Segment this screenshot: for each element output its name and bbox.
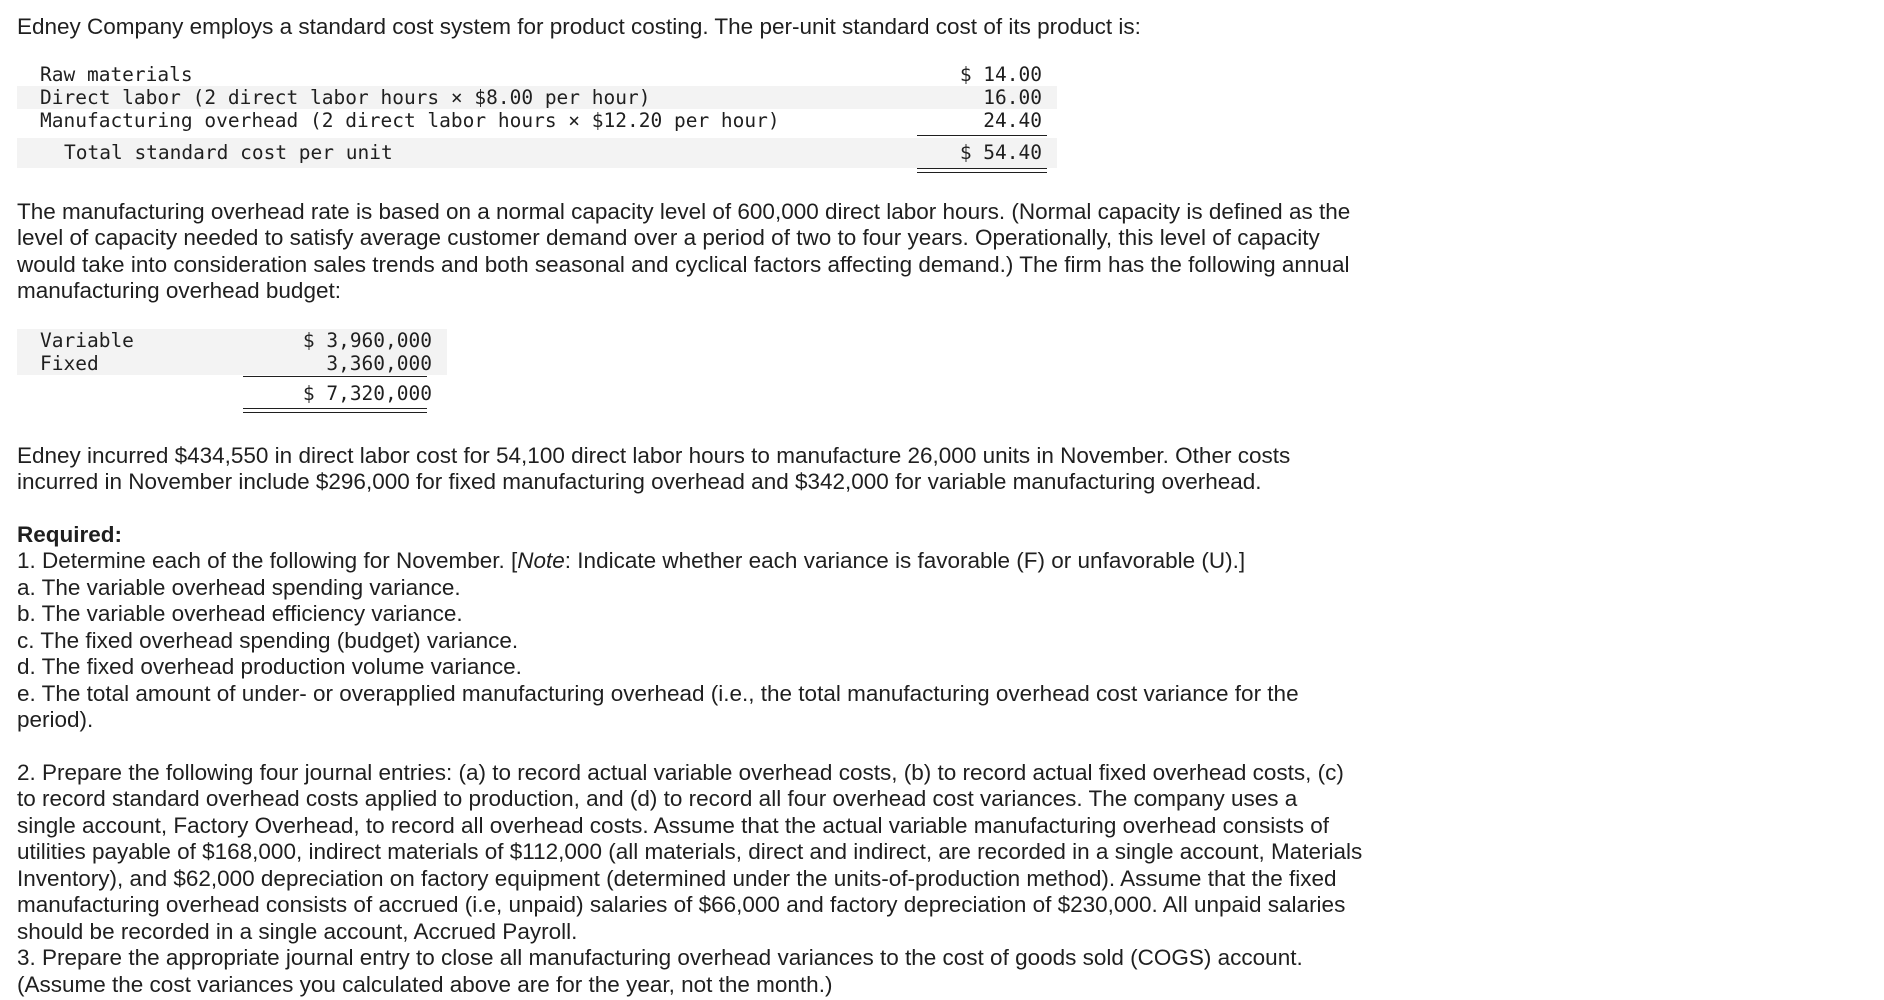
q1-item-e-line: e. The total amount of under- or overapplied manufacturing overhead (i.e., the total manufacturing overhead cost variance for the [17, 680, 1299, 706]
budget-subtotal-rule [243, 376, 427, 377]
subtotal-rule [917, 135, 1047, 136]
q1-prefix: 1. Determine each of the following for November. [ [17, 548, 518, 573]
cost-row-manufacturing-overhead [17, 109, 1057, 132]
budget-label: Variable [40, 328, 134, 352]
budget-row-total [17, 380, 447, 408]
q1-item-a: a. The variable overhead spending variance. [17, 574, 461, 600]
required-heading: Required: [17, 521, 123, 547]
overhead-budget-table [17, 329, 447, 413]
q3-line: 3. Prepare the appropriate journal entry to close all manufacturing overhead variances to the cost of goods sold (COGS) account. [17, 945, 1303, 970]
required-section [17, 522, 1457, 999]
paragraph-line: level of capacity needed to satisfy average customer demand over a period of two to four years. Operationally, this level of capacity [17, 225, 1320, 250]
cost-label: Raw materials [40, 62, 193, 86]
total-label: Total standard cost per unit [64, 140, 393, 164]
cost-amount: 24.40 [983, 108, 1042, 132]
q2-line: should be recorded in a single account, Accrued Payroll. [17, 918, 578, 944]
overhead-rate-paragraph [17, 199, 1457, 305]
cost-row-raw-materials [17, 63, 1057, 86]
paragraph-line: The manufacturing overhead rate is based on a normal capacity level of 600,000 direct labor hours. (Normal capacity is defined as the [17, 198, 1351, 224]
budget-row-fixed [17, 352, 447, 375]
q2-line: Inventory), and $62,000 depreciation on factory equipment (determined under the units-of-production method). Assume that the fixed [17, 865, 1337, 891]
q2-line: manufacturing overhead consists of accrued (i.e, unpaid) salaries of $66,000 and factory depreciation of $230,000. All unpaid salaries [17, 892, 1346, 917]
q1-item-e-line: period). [17, 707, 94, 732]
problem-page [17, 14, 1457, 998]
q3-line: (Assume the cost variances you calculated above are for the year, not the month.) [17, 971, 833, 997]
incurred-costs-paragraph [17, 443, 1457, 496]
standard-cost-table [17, 63, 1047, 171]
total-double-rule [917, 168, 1047, 173]
question-3 [17, 945, 1457, 998]
q2-line: 2. Prepare the following four journal entries: (a) to record actual variable overhead costs, (b) to record actual fixed overhead costs, (c) [17, 759, 1344, 785]
cost-row-total [17, 138, 1057, 168]
budget-label: Fixed [40, 351, 99, 375]
cost-label: Manufacturing overhead (2 direct labor hours × $12.20 per hour) [40, 108, 780, 132]
budget-total-amount: $ 7,320,000 [302, 381, 432, 405]
question-1 [17, 548, 1457, 575]
paragraph-line: incurred in November include $296,000 for fixed manufacturing overhead and $342,000 for variable manufacturing overhead. [17, 469, 1262, 494]
q2-line: single account, Factory Overhead, to record all overhead costs. Assume that the actual variable manufacturing overhead consists of [17, 812, 1329, 838]
cost-amount: $ 14.00 [959, 62, 1042, 86]
q1-item-b: b. The variable overhead efficiency variance. [17, 601, 463, 626]
q1-item-d: d. The fixed overhead production volume variance. [17, 654, 522, 679]
cost-row-direct-labor [17, 86, 1057, 109]
budget-amount: $ 3,960,000 [302, 328, 432, 352]
q2-line: utilities payable of $168,000, indirect materials of $112,000 (all materials, direct and indirect, are recorded in a single account, Materials [17, 839, 1363, 864]
paragraph-line: manufacturing overhead budget: [17, 278, 341, 303]
q1-note-word: Note [517, 548, 565, 573]
paragraph-line: Edney incurred $434,550 in direct labor cost for 54,100 direct labor hours to manufacture 26,000 units in November. Other costs [17, 442, 1291, 468]
budget-amount: 3,360,000 [326, 351, 432, 375]
total-amount: $ 54.40 [959, 140, 1042, 164]
q2-line: to record standard overhead costs applied to production, and (d) to record all four overhead cost variances. The company uses a [17, 786, 1298, 811]
budget-row-variable [17, 329, 447, 352]
question-2 [17, 760, 1457, 946]
q1-suffix: : Indicate whether each variance is favorable (F) or unfavorable (U).] [564, 548, 1246, 573]
cost-amount: 16.00 [983, 85, 1042, 109]
intro-text: Edney Company employs a standard cost system for product costing. The per-unit standard cost of its product is: [17, 14, 1141, 39]
q1-item-c: c. The fixed overhead spending (budget) variance. [17, 627, 519, 653]
paragraph-line: would take into consideration sales trends and both seasonal and cyclical factors affecting demand.) The firm has the following annual [17, 251, 1350, 277]
budget-double-rule [243, 408, 427, 413]
cost-label: Direct labor (2 direct labor hours × $8.00 per hour) [40, 85, 651, 109]
